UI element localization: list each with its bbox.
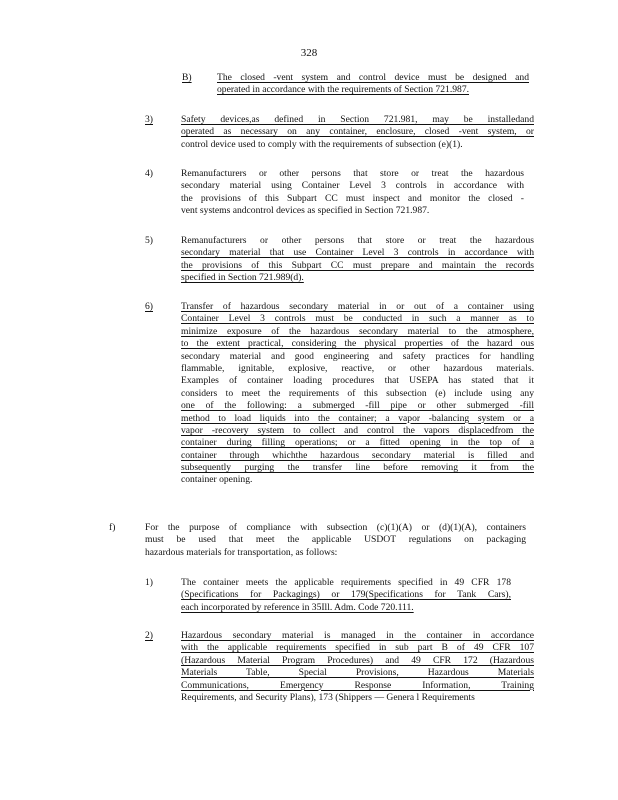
page-number: 328 [300, 47, 318, 59]
item-text [181, 630, 534, 704]
text-line: one of the following: a submerged -fill pipe or other submerged -fill [181, 400, 534, 412]
text-line: considers to meet the requirements of this subsection (e) include using any [181, 387, 534, 399]
text-line: (Specifications for Packagings) or 179(Specifications for Tank Cars), [181, 589, 511, 601]
item-text [145, 522, 526, 559]
text-line: each incorporated by reference in 35Ill. Adm. Code 720.111. [181, 601, 414, 613]
text-line: flammable, ignitable, explosive, reactive, or other hazardous materials. [181, 362, 534, 374]
text-line: with the applicable requirements specified in sub part B of 49 CFR 107 [181, 642, 534, 654]
text-line: Communications, Emergency Response Information, Training [181, 679, 534, 691]
item-label: f) [109, 522, 116, 533]
text-line: operated in accordance with the requirements of Section 721.987. [217, 84, 470, 96]
item-label: 1) [145, 577, 153, 588]
item-text [181, 168, 524, 218]
text-line: secondary material that use Container Level 3 controls in accordance with [181, 247, 534, 259]
item-label: B) [182, 72, 192, 83]
text-line: to the extent practical, considering the physical properties of the hazard ous [181, 338, 534, 350]
item-text [181, 577, 511, 614]
text-line: The container meets the applicable requirements specified in 49 CFR 178 [181, 577, 511, 588]
text-line: The closed -vent system and control device must be designed and [217, 72, 529, 83]
text-line: Examples of container loading procedures that USEPA has stated that it [181, 375, 534, 387]
text-line: Safety devices,as defined in Section 721.981, may be installedand [181, 114, 534, 125]
text-line: subsequently purging the transfer line before removing it from the [181, 462, 534, 474]
text-line: Requirements, and Security Plans), 173 (Shippers — Genera l Requirements [181, 691, 475, 703]
item-label: 5) [145, 235, 153, 246]
text-line: operated as necessary on any container, enclosure, closed -vent system, or [181, 126, 534, 138]
text-line: Container Level 3 controls must be conducted in such a manner as to [181, 313, 534, 325]
text-line: container during filling operations; or a fitted opening in the top of a [181, 437, 534, 449]
text-line: Remanufacturers or other persons that store or treat the hazardous [181, 168, 524, 179]
text-line: Remanufacturers or other persons that store or treat the hazardous [181, 235, 534, 246]
text-line: control device used to comply with the requirements of subsection (e)(1). [181, 138, 463, 150]
text-line: (Hazardous Material Program Procedures) and 49 CFR 172 (Hazardous [181, 654, 534, 666]
text-line: For the purpose of compliance with subsection (c)(1)(A) or (d)(1)(A), containers [145, 522, 526, 533]
text-line: vapor -recovery system to collect and control the vapors displacedfrom the [181, 424, 534, 436]
text-line: Hazardous secondary material is managed in the container in accordance [181, 630, 534, 641]
text-line: the provisions of this Subpart CC must prepare and maintain the records [181, 259, 534, 271]
text-line: Materials Table, Special Provisions, Hazardous Materials [181, 667, 534, 679]
text-line: vent systems andcontrol devices as specified in Section 721.987. [181, 205, 430, 217]
item-text [181, 114, 534, 151]
text-line: specified in Section 721.989(d). [181, 272, 304, 284]
item-label: 6) [145, 301, 153, 312]
text-line: container opening. [181, 474, 253, 486]
text-line: secondary material using Container Level 3 controls in accordance with [181, 180, 524, 192]
text-line: method to load liquids into the container; a vapor -balancing system or a [181, 412, 534, 424]
text-line: secondary material and good engineering and safety practices for handling [181, 350, 534, 362]
text-line: container through whichthe hazardous secondary material is filled and [181, 449, 534, 461]
item-text [181, 301, 534, 487]
item-label: 3) [145, 114, 153, 125]
text-line: minimize exposure of the hazardous secondary material to the atmosphere, [181, 325, 534, 337]
text-line: must be used that meet the applicable USDOT regulations on packaging [145, 534, 526, 546]
text-line: hazardous materials for transportation, as follows: [145, 546, 338, 558]
text-line: the provisions of this Subpart CC must inspect and monitor the closed - [181, 192, 524, 204]
item-label: 4) [145, 168, 153, 179]
item-text [181, 235, 534, 285]
item-label: 2) [145, 630, 153, 641]
item-text [217, 72, 529, 97]
text-line: Transfer of hazardous secondary material in or out of a container using [181, 301, 534, 312]
